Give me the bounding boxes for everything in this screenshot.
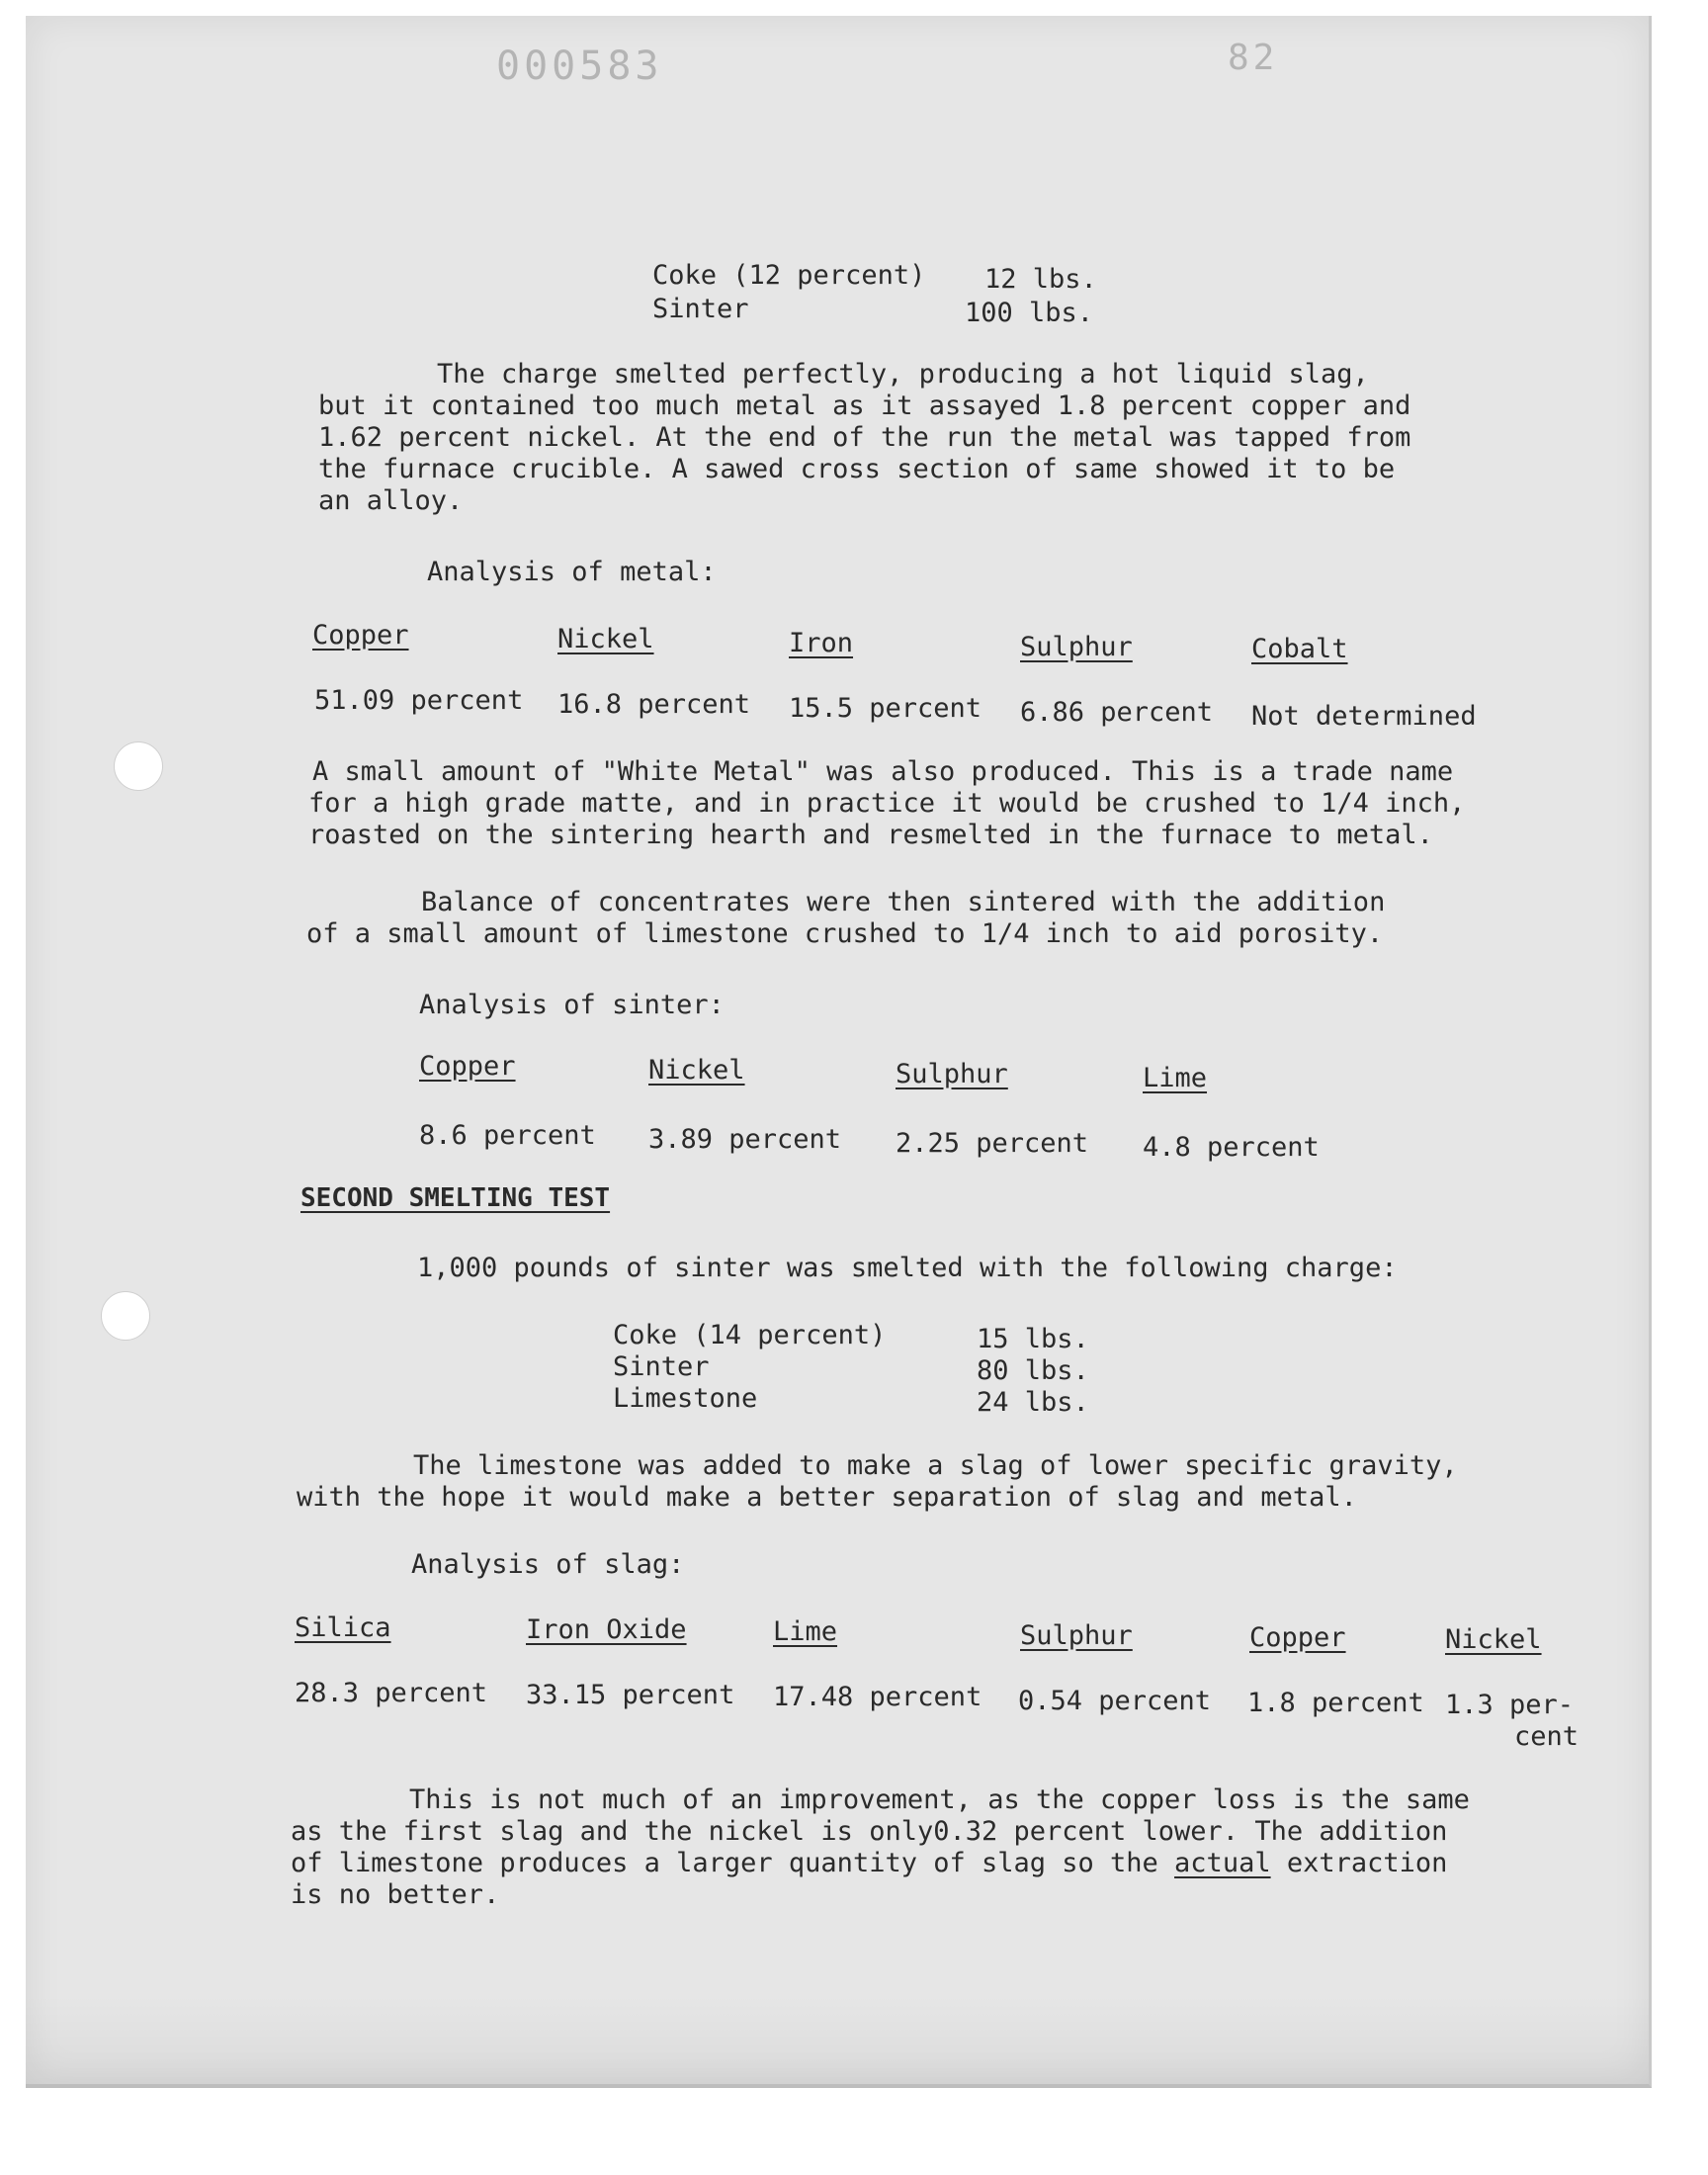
- charge2-label: Coke (14 percent): [613, 1320, 887, 1350]
- slag-value: 17.48 percent: [773, 1682, 982, 1712]
- charge2-label: Sinter: [613, 1351, 710, 1382]
- sinter-header: Nickel: [648, 1055, 745, 1086]
- paragraph-line: roasted on the sintering hearth and resmelted in the furnace to metal.: [308, 820, 1433, 850]
- metal-value: 15.5 percent: [789, 693, 982, 724]
- metal-value: Not determined: [1251, 701, 1477, 732]
- page-number-stamp: 82: [1228, 38, 1279, 78]
- slag-header: Silica: [295, 1612, 391, 1643]
- punch-hole-lower: [101, 1291, 150, 1341]
- sinter-header: Lime: [1143, 1063, 1208, 1093]
- slag-value-wrap: cent: [1514, 1721, 1580, 1752]
- charge2-value: 15 lbs.: [977, 1324, 1089, 1354]
- paragraph-line: [291, 1847, 1447, 1879]
- charge1-label: Sinter: [652, 294, 749, 324]
- metal-value: 6.86 percent: [1020, 697, 1214, 728]
- slag-value: 1.8 percent: [1247, 1688, 1424, 1718]
- slag-header: Lime: [773, 1616, 838, 1647]
- sinter-header: Sulphur: [896, 1059, 1008, 1089]
- punch-hole-upper: [114, 741, 163, 791]
- sinter-value: 4.8 percent: [1143, 1132, 1320, 1163]
- slag-analysis-title: Analysis of slag:: [411, 1549, 685, 1580]
- paragraph-line: of a small amount of limestone crushed to 1/4 inch to aid porosity.: [306, 918, 1384, 949]
- metal-header: Cobalt: [1251, 634, 1348, 664]
- paragraph-line: as the first slag and the nickel is only0.32 percent lower. The addition: [291, 1816, 1448, 1847]
- document-number-stamp: 000583: [496, 44, 663, 89]
- metal-value: 51.09 percent: [314, 685, 524, 716]
- paragraph-line: the furnace crucible. A sawed cross section of same showed it to be: [318, 454, 1396, 484]
- paragraph-text: extraction: [1270, 1848, 1448, 1878]
- slag-value: 33.15 percent: [526, 1680, 735, 1710]
- paragraph-line: The charge smelted perfectly, producing a hot liquid slag,: [437, 359, 1369, 390]
- sinter-value: 2.25 percent: [896, 1128, 1089, 1159]
- emphasized-word: actual: [1174, 1848, 1271, 1878]
- slag-value: 0.54 percent: [1018, 1686, 1212, 1716]
- metal-header: Sulphur: [1020, 632, 1133, 662]
- paragraph-line: 1,000 pounds of sinter was smelted with the following charge:: [417, 1253, 1398, 1283]
- sinter-analysis-title: Analysis of sinter:: [419, 990, 725, 1020]
- charge1-value: 12 lbs.: [984, 264, 1097, 295]
- metal-header: Iron: [789, 628, 854, 658]
- sinter-value: 8.6 percent: [419, 1120, 596, 1151]
- metal-header: Copper: [312, 620, 409, 651]
- sinter-header: Copper: [419, 1051, 516, 1082]
- slag-value: 28.3 percent: [295, 1678, 488, 1708]
- paragraph-line: is no better.: [291, 1879, 500, 1910]
- metal-value: 16.8 percent: [557, 689, 751, 720]
- paragraph-line: A small amount of "White Metal" was also produced. This is a trade name: [312, 756, 1454, 787]
- section-heading: SECOND SMELTING TEST: [300, 1183, 611, 1213]
- paragraph-line: The limestone was added to make a slag of lower specific gravity,: [413, 1450, 1458, 1481]
- sinter-value: 3.89 percent: [648, 1124, 842, 1155]
- charge2-label: Limestone: [613, 1383, 758, 1414]
- paragraph-line: 1.62 percent nickel. At the end of the run the metal was tapped from: [318, 422, 1411, 453]
- paragraph-line: for a high grade matte, and in practice it would be crushed to 1/4 inch,: [308, 788, 1466, 819]
- page-bottom-shading: [26, 1995, 1649, 2084]
- metal-header: Nickel: [557, 624, 654, 654]
- slag-header: Copper: [1249, 1622, 1346, 1653]
- paragraph-line: Balance of concentrates were then sintered with the addition: [421, 887, 1386, 917]
- slag-header: Sulphur: [1020, 1620, 1133, 1651]
- charge1-label: Coke (12 percent): [652, 260, 926, 291]
- charge1-value: 100 lbs.: [965, 298, 1094, 328]
- paragraph-line: This is not much of an improvement, as the copper loss is the same: [409, 1784, 1470, 1815]
- paragraph-line: but it contained too much metal as it assayed 1.8 percent copper and: [318, 391, 1411, 421]
- paragraph-line: an alloy.: [318, 485, 464, 516]
- document-page: [26, 16, 1652, 2088]
- slag-header: Nickel: [1445, 1624, 1542, 1655]
- charge2-value: 80 lbs.: [977, 1355, 1089, 1386]
- paragraph-text: of limestone produces a larger quantity of slag so the: [291, 1848, 1175, 1878]
- paragraph-line: with the hope it would make a better separation of slag and metal.: [297, 1482, 1357, 1513]
- slag-value: 1.3 per-: [1445, 1690, 1575, 1720]
- charge2-value: 24 lbs.: [977, 1387, 1089, 1418]
- metal-analysis-title: Analysis of metal:: [427, 557, 717, 587]
- slag-header: Iron Oxide: [526, 1614, 687, 1645]
